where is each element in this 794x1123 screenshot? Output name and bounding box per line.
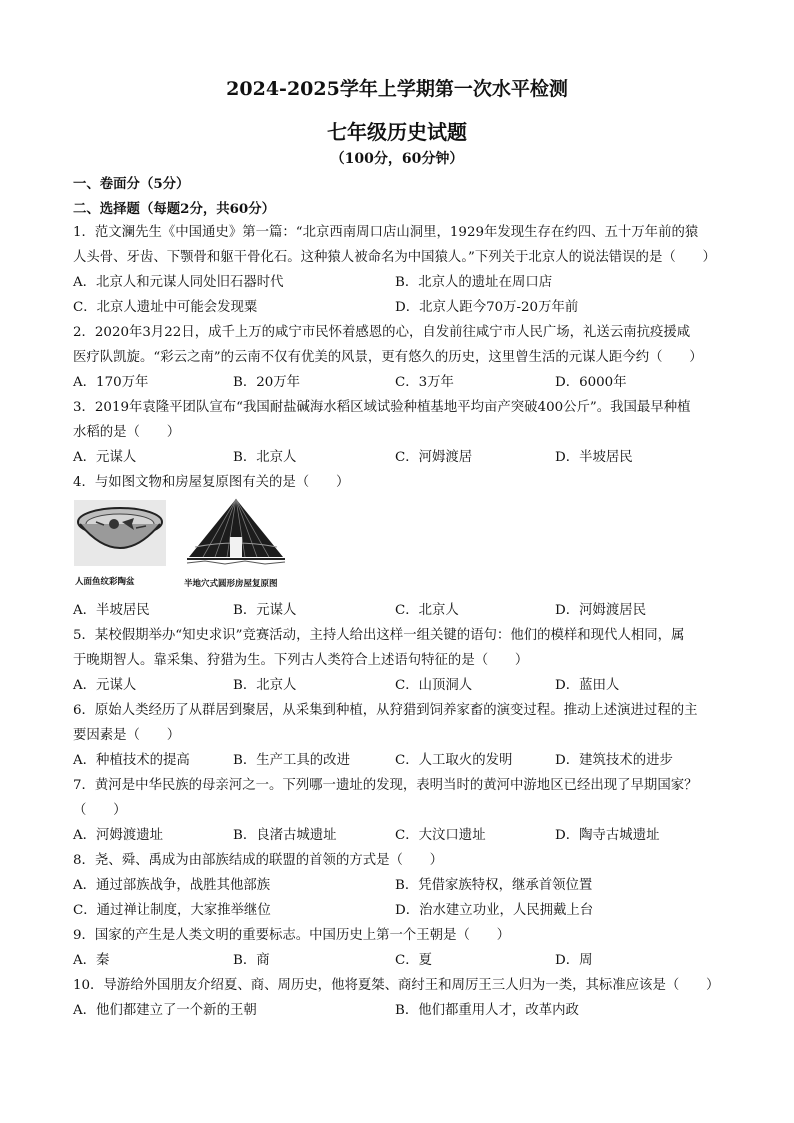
question-stem: 于晚期智人。靠采集、狩猎为生。下列古人类符合上述语句特征的是（ ） [73,653,529,668]
option-d: D．周 [555,953,593,968]
question-stem: 8．尧、舜、禹成为由部族结成的联盟的首领的方式是（ ） [73,853,444,868]
question-stem: 10．导游给外国朋友介绍夏、商、周历史，他将夏桀、商纣王和周厉王三人归为一类，其标准应该是（ ） [73,978,720,993]
question-stem: 2．2020年3月22日，成千上万的咸宁市民怀着感恩的心，自发前往咸宁市人民广场，礼送云南抗疫援咸 [73,325,691,340]
option-c: C．人工取火的发明 [395,753,513,768]
question-stem: 人头骨、牙齿、下颚骨和躯干骨化石。这种猿人被命名为中国猿人。”下列关于北京人的说法错误的是（ ） [73,250,716,265]
exam-subtitle: 七年级历史试题 [327,120,467,144]
exam-title: 2024-2025学年上学期第一次水平检测 [226,78,568,100]
option-b: B．元谋人 [233,603,297,618]
option-d: D．治水建立功业，人民拥戴上台 [395,903,594,918]
option-d: D．6000年 [555,375,627,390]
image-caption: 半地穴式圆形房屋复原图 [184,579,278,589]
option-a: A．170万年 [73,375,149,390]
option-b: B．北京人 [233,450,297,465]
question-stem: 7．黄河是中华民族的母亲河之一。下列哪一遗址的发现，表明当时的黄河中游地区已经出现了早期国家？ [73,778,698,793]
option-d: D．建筑技术的进步 [555,753,673,768]
option-b: B．他们都重用人才，改革内政 [395,1003,579,1018]
option-a: A．通过部族战争，战胜其他部族 [73,878,271,893]
option-a: A．种植技术的提高 [73,753,190,768]
option-c: C．大汶口遗址 [395,828,486,843]
option-c: C．夏 [395,953,433,968]
question-stem: 医疗队凯旋。“彩云之南”的云南不仅有优美的风景，更有悠久的历史，这里曾生活的元谋人距今约（ ） [73,350,703,365]
exam-meta: （100分，60分钟） [330,151,464,167]
option-b: B．20万年 [233,375,301,390]
option-d: D．陶寺古城遗址 [555,828,660,843]
question-stem: （ ） [73,803,127,818]
question-stem: 1．范文澜先生《中国通史》第一篇：“北京西南周口店山洞里，1929年发现生存在约四、五十万年前的猿 [73,225,699,240]
option-a: A．秦 [73,953,110,968]
option-d: D．北京人距今70万-20万年前 [395,300,579,315]
option-a: A．半坡居民 [73,603,150,618]
option-c: C．山顶洞人 [395,678,473,693]
option-c: C．北京人遗址中可能会发现粟 [73,300,258,315]
option-b: B．商 [233,953,270,968]
semi-subterranean-house-image [185,497,287,569]
question-stem: 4．与如图文物和房屋复原图有关的是（ ） [73,475,350,490]
option-a: A．河姆渡遗址 [73,828,164,843]
question-stem: 9．国家的产生是人类文明的重要标志。中国历史上第一个王朝是（ ） [73,928,511,943]
option-a: A．元谋人 [73,450,137,465]
painted-pottery-basin-image [74,500,166,566]
option-a: A．他们都建立了一个新的王朝 [73,1003,257,1018]
option-d: D．半坡居民 [555,450,633,465]
question-stem: 水稻的是（ ） [73,425,181,440]
option-c: C．河姆渡居 [395,450,473,465]
option-b: B．凭借家族特权，继承首领位置 [395,878,593,893]
question-stem: 要因素是（ ） [73,728,181,743]
question-stem: 6．原始人类经历了从群居到聚居，从采集到种植，从狩猎到饲养家畜的演变过程。推动上述演进过程的主 [73,703,698,718]
option-b: B．生产工具的改进 [233,753,350,768]
option-c: C．通过禅让制度，大家推举继位 [73,903,271,918]
option-b: B．北京人 [233,678,297,693]
option-d: D．河姆渡居民 [555,603,647,618]
option-a: A．北京人和元谋人同处旧石器时代 [73,275,284,290]
image-caption: 人面鱼纹彩陶盆 [75,577,135,587]
option-b: B．北京人的遗址在周口店 [395,275,553,290]
option-b: B．良渚古城遗址 [233,828,337,843]
question-stem: 3．2019年袁隆平团队宣布“我国耐盐碱海水稻区域试验种植基地平均亩产突破400公斤”。我国最早种植 [73,400,691,415]
option-c: C．北京人 [395,603,459,618]
option-d: D．蓝田人 [555,678,620,693]
option-a: A．元谋人 [73,678,137,693]
question-stem: 5．某校假期举办“知史求识”竞赛活动，主持人给出这样一组关键的语句：他们的模样和现代人相同，属 [73,628,685,643]
section-heading: 一、卷面分（5分） [73,176,190,192]
section-heading: 二、选择题（每题2分，共60分） [73,201,276,217]
option-c: C．3万年 [395,375,454,390]
